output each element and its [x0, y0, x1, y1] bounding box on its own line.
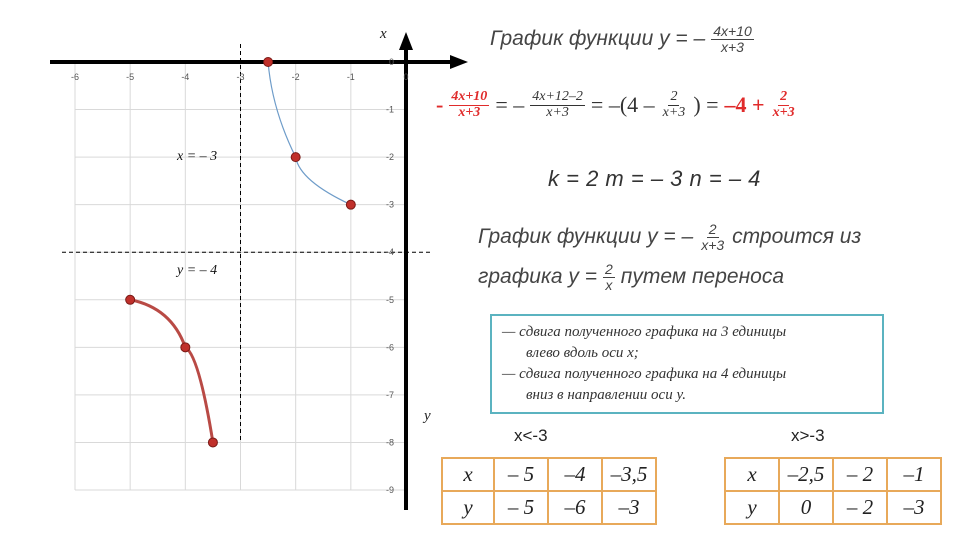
table-cell: –1 — [887, 458, 941, 491]
shift-suffix: строится из — [732, 225, 862, 249]
table-cell: –3 — [602, 491, 656, 524]
shift-numerator: 2 — [708, 221, 717, 237]
shift2-prefix: графика y = — [478, 265, 597, 289]
y-tick-label: -5 — [385, 294, 394, 305]
shift-statement-2 — [478, 262, 784, 292]
x-tick-label: -2 — [291, 72, 300, 82]
note-line-3: — сдвига полученного графика на 4 единицы — [502, 366, 787, 382]
vertical-asymptote-label: x = – 3 — [177, 149, 218, 164]
table-row — [725, 458, 941, 491]
function-title — [490, 24, 754, 54]
note-line-4: вниз в направлении оси y. — [526, 387, 687, 403]
right-values-table — [724, 457, 942, 525]
table-cell: – 2 — [833, 491, 887, 524]
data-point — [264, 58, 273, 67]
series-line — [130, 300, 213, 443]
table-cell: –4 — [548, 458, 602, 491]
derivation-den-4: x+3 — [772, 104, 795, 120]
table-cell: 0 — [779, 491, 833, 524]
shift-statement-1 — [478, 222, 861, 252]
y-tick-label: 0 — [388, 57, 394, 67]
table-cell: –2,5 — [779, 458, 833, 491]
data-point — [346, 200, 355, 209]
shift-fraction — [699, 222, 726, 252]
derivation-fraction-2 — [530, 90, 585, 120]
title-numerator: 4x+10 — [713, 23, 752, 39]
left-values-table — [441, 457, 657, 525]
table-row — [725, 491, 941, 524]
table-cell: –3 — [887, 491, 941, 524]
derivation-fraction-4 — [771, 90, 797, 120]
y-tick-label: -3 — [385, 199, 394, 210]
table-x-label: x — [725, 458, 779, 491]
derivation-eq-3: ) = — [693, 92, 719, 118]
x-tick-label: -4 — [181, 72, 190, 82]
tick-labels — [71, 57, 409, 495]
y-tick-label: -8 — [385, 437, 394, 448]
derivation-sign: - — [436, 92, 444, 118]
derivation-fraction-1 — [449, 90, 489, 120]
x-tick-label: -3 — [236, 72, 245, 82]
note-line-1: — сдвига полученного графика на 3 единицы — [502, 324, 787, 340]
y-tick-label: -2 — [385, 152, 394, 163]
table-cell: – 5 — [494, 458, 548, 491]
derivation-fraction-3 — [661, 90, 688, 120]
shift-notes-box — [490, 314, 884, 414]
shift-prefix: График функции y = – — [478, 225, 694, 249]
y-tick-label: -9 — [385, 485, 394, 495]
x-axis-arrow-icon — [450, 55, 468, 69]
x-tick-label: -6 — [70, 72, 80, 82]
derivation-num-3: 2 — [670, 89, 678, 104]
axes — [50, 32, 468, 510]
note-line-2: влево вдоль оси x; — [526, 345, 639, 361]
derivation-eq-1: = – — [495, 92, 525, 118]
data-point — [208, 438, 217, 447]
x-tick-label: -1 — [346, 72, 355, 82]
derivation-num-2: 4x+12–2 — [532, 89, 583, 104]
derivation-eq-2: = –(4 – — [590, 92, 655, 118]
kmn-values: k = 2 m = – 3 n = – 4 — [548, 166, 761, 191]
y-tick-label: -1 — [385, 104, 394, 115]
y-tick-label: -4 — [385, 247, 394, 258]
table-x-label: x — [442, 458, 494, 491]
title-denominator: x+3 — [720, 38, 744, 55]
shift2-denominator: x — [605, 276, 613, 293]
asymptotes — [62, 44, 430, 440]
shift-denominator: x+3 — [701, 236, 725, 253]
horizontal-asymptote-label: y = – 4 — [177, 263, 218, 278]
derivation-result: –4 + — [724, 92, 765, 118]
title-prefix: График функции y = – — [490, 27, 706, 51]
left-table-caption: x<-3 — [514, 426, 548, 445]
data-point — [291, 153, 300, 162]
y-axis-arrow-icon — [399, 32, 413, 50]
table-cell: –6 — [548, 491, 602, 524]
derivation-den-1: x+3 — [458, 104, 481, 120]
table-y-label: y — [725, 491, 779, 524]
x-tick-label: 0 — [403, 72, 409, 82]
table-row — [442, 458, 656, 491]
derivation-num-1: 4x+10 — [451, 89, 488, 104]
x-tick-label: -5 — [126, 72, 135, 82]
table-cell: – 5 — [494, 491, 548, 524]
x-axis-label: x — [380, 26, 387, 42]
table-row — [442, 491, 656, 524]
data-point — [126, 295, 135, 304]
table-y-label: y — [442, 491, 494, 524]
y-tick-label: -7 — [385, 389, 394, 400]
derivation-num-4: 2 — [780, 89, 788, 104]
table-cell: – 2 — [833, 458, 887, 491]
y-axis-label: y — [424, 408, 431, 424]
data-point — [181, 343, 190, 352]
shift2-suffix: путем переноса — [620, 265, 784, 289]
title-fraction — [711, 24, 754, 54]
right-table-caption: x>-3 — [791, 426, 825, 445]
shift2-fraction — [603, 262, 615, 292]
derivation-den-2: x+3 — [546, 104, 569, 120]
shift2-numerator: 2 — [604, 261, 613, 277]
y-tick-label: -6 — [385, 342, 394, 353]
derivation-formula — [436, 90, 797, 120]
series-line — [268, 62, 351, 205]
derivation-den-3: x+3 — [662, 104, 686, 120]
table-cell: –3,5 — [602, 458, 656, 491]
